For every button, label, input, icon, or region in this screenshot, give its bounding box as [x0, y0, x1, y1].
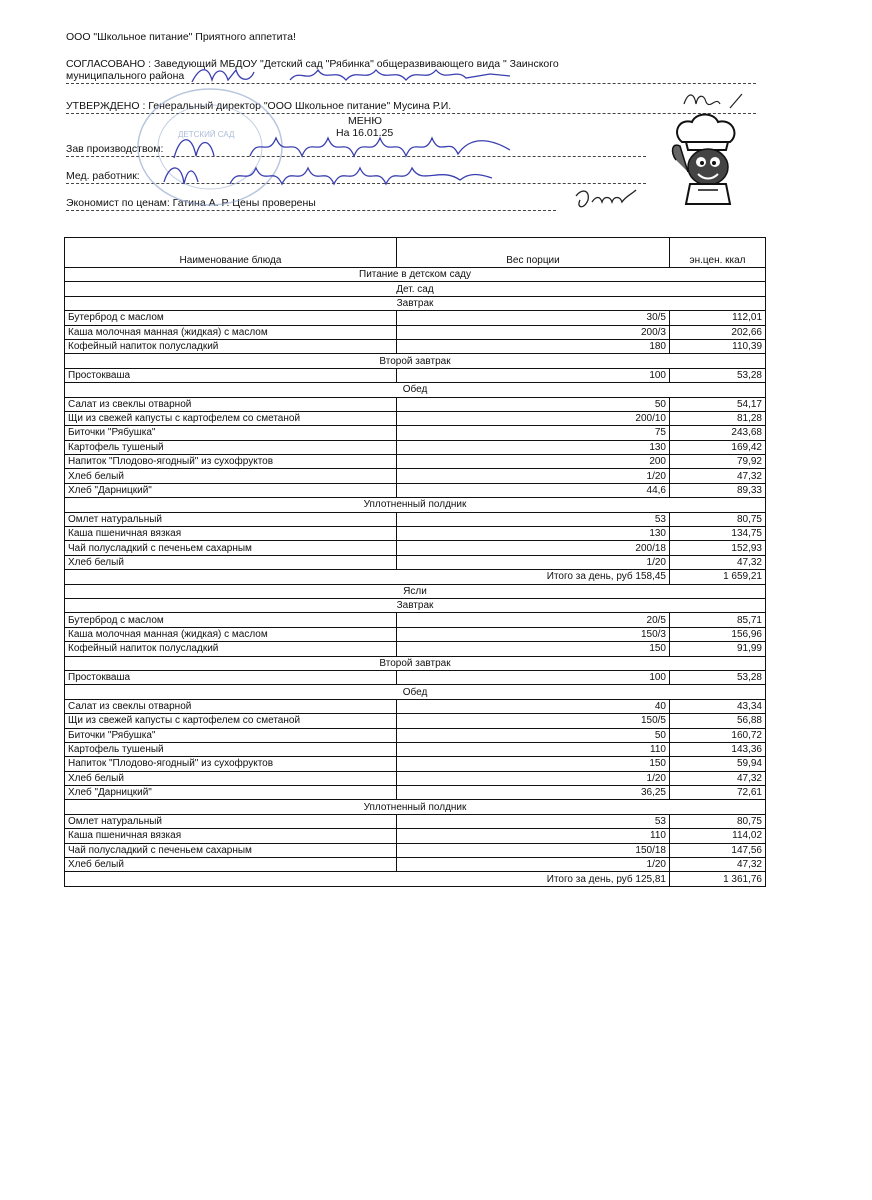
total-blank-cell [65, 570, 397, 584]
portion-weight: 50 [397, 397, 670, 411]
portion-weight: 50 [397, 728, 670, 742]
section-label: Ясли [65, 584, 766, 598]
table-row [65, 411, 766, 425]
table-row [65, 527, 766, 541]
section-row [65, 584, 766, 598]
table-row [65, 714, 766, 728]
kcal-value: 160,72 [670, 728, 766, 742]
portion-weight: 200/10 [397, 411, 670, 425]
total-row [65, 872, 766, 886]
deputy-label: Зав производством: [66, 143, 164, 155]
dish-name: Каша пшеничная вязкая [65, 527, 397, 541]
table-row [65, 455, 766, 469]
portion-weight: 1/20 [397, 858, 670, 872]
table-row [65, 757, 766, 771]
dish-name: Чай полусладкий с печеньем сахарным [65, 541, 397, 555]
dish-name: Хлеб белый [65, 858, 397, 872]
section-row [65, 383, 766, 397]
section-row [65, 282, 766, 296]
kcal-value: 81,28 [670, 411, 766, 425]
dish-name: Биточки "Рябушка" [65, 728, 397, 742]
total-blank-cell [65, 872, 397, 886]
dish-name: Биточки "Рябушка" [65, 426, 397, 440]
dish-name: Напиток "Плодово-ягодный" из сухофруктов [65, 455, 397, 469]
dish-name: Хлеб белый [65, 469, 397, 483]
total-label: Итого за день, руб 158,45 [397, 570, 670, 584]
section-row [65, 498, 766, 512]
table-row [65, 814, 766, 828]
kcal-value: 147,56 [670, 843, 766, 857]
dish-name: Чай полусладкий с печеньем сахарным [65, 843, 397, 857]
kcal-value: 53,28 [670, 670, 766, 684]
table-row [65, 325, 766, 339]
economist-line: Экономист по ценам: Гатина А. Р. Цены проверены [66, 197, 316, 209]
section-label: Дет. сад [65, 282, 766, 296]
section-row [65, 354, 766, 368]
table-row [65, 469, 766, 483]
table-row [65, 642, 766, 656]
portion-weight: 1/20 [397, 469, 670, 483]
portion-weight: 150 [397, 642, 670, 656]
dish-name: Хлеб "Дарницкий" [65, 786, 397, 800]
table-row [65, 397, 766, 411]
table-row [65, 555, 766, 569]
dish-name: Хлеб белый [65, 771, 397, 785]
section-row [65, 685, 766, 699]
table-row [65, 440, 766, 454]
kcal-value: 114,02 [670, 829, 766, 843]
kcal-value: 53,28 [670, 368, 766, 382]
portion-weight: 20/5 [397, 613, 670, 627]
dish-name: Салат из свеклы отварной [65, 397, 397, 411]
table-row [65, 512, 766, 526]
kcal-value: 89,33 [670, 483, 766, 497]
total-kcal: 1 361,76 [670, 872, 766, 886]
company-line: ООО "Школьное питание" Приятного аппетита! [66, 31, 296, 43]
table-row [65, 843, 766, 857]
agreed-line-1: СОГЛАСОВАНО : Заведующий МБДОУ "Детский сад "Рябинка" общеразвивающего вида " Заинского [66, 58, 559, 70]
dish-name: Кофейный напиток полусладкий [65, 642, 397, 656]
dish-name: Хлеб "Дарницкий" [65, 483, 397, 497]
section-row [65, 296, 766, 310]
dish-name: Бутерброд с маслом [65, 613, 397, 627]
kcal-value: 143,36 [670, 742, 766, 756]
kcal-value: 169,42 [670, 440, 766, 454]
portion-weight: 180 [397, 339, 670, 353]
dish-name: Каша молочная манная (жидкая) с маслом [65, 627, 397, 641]
dish-name: Омлет натуральный [65, 512, 397, 526]
dish-name: Бутерброд с маслом [65, 311, 397, 325]
portion-weight: 1/20 [397, 771, 670, 785]
portion-weight: 150 [397, 757, 670, 771]
dish-name: Щи из свежей капусты с картофелем со сметаной [65, 714, 397, 728]
dish-name: Картофель тушеный [65, 440, 397, 454]
kcal-value: 112,01 [670, 311, 766, 325]
portion-weight: 75 [397, 426, 670, 440]
kcal-value: 56,88 [670, 714, 766, 728]
portion-weight: 200/3 [397, 325, 670, 339]
dish-name: Кофейный напиток полусладкий [65, 339, 397, 353]
kcal-value: 243,68 [670, 426, 766, 440]
kcal-value: 152,93 [670, 541, 766, 555]
table-row [65, 699, 766, 713]
section-row [65, 598, 766, 612]
dish-name: Напиток "Плодово-ягодный" из сухофруктов [65, 757, 397, 771]
kcal-value: 54,17 [670, 397, 766, 411]
portion-weight: 150/3 [397, 627, 670, 641]
table-row [65, 483, 766, 497]
portion-weight: 100 [397, 368, 670, 382]
kcal-value: 156,96 [670, 627, 766, 641]
dish-name: Простокваша [65, 368, 397, 382]
portion-weight: 200 [397, 455, 670, 469]
section-label: Второй завтрак [65, 656, 766, 670]
portion-weight: 110 [397, 742, 670, 756]
portion-weight: 53 [397, 814, 670, 828]
portion-weight: 53 [397, 512, 670, 526]
total-row [65, 570, 766, 584]
dish-name: Хлеб белый [65, 555, 397, 569]
kcal-value: 47,32 [670, 469, 766, 483]
signature-agreed [190, 62, 520, 93]
menu-date: На 16.01.25 [336, 127, 394, 139]
section-label: Питание в детском саду [65, 268, 766, 282]
section-label: Завтрак [65, 598, 766, 612]
table-row [65, 426, 766, 440]
portion-weight: 150/18 [397, 843, 670, 857]
portion-weight: 40 [397, 699, 670, 713]
section-row [65, 268, 766, 282]
table-row [65, 613, 766, 627]
table-row [65, 541, 766, 555]
portion-weight: 30/5 [397, 311, 670, 325]
dish-name: Салат из свеклы отварной [65, 699, 397, 713]
kcal-value: 202,66 [670, 325, 766, 339]
kcal-value: 47,32 [670, 858, 766, 872]
portion-weight: 150/5 [397, 714, 670, 728]
table-row [65, 728, 766, 742]
table-row [65, 742, 766, 756]
section-label: Завтрак [65, 296, 766, 310]
portion-weight: 100 [397, 670, 670, 684]
section-label: Уплотненный полдник [65, 800, 766, 814]
kcal-value: 72,61 [670, 786, 766, 800]
dish-name: Каша молочная манная (жидкая) с маслом [65, 325, 397, 339]
kcal-value: 134,75 [670, 527, 766, 541]
table-row [65, 311, 766, 325]
table-row [65, 339, 766, 353]
dish-name: Омлет натуральный [65, 814, 397, 828]
dish-name: Каша пшеничная вязкая [65, 829, 397, 843]
menu-table [64, 237, 766, 887]
section-row [65, 800, 766, 814]
chef-logo-icon [668, 112, 748, 212]
signature-medic [160, 158, 510, 197]
kcal-value: 80,75 [670, 512, 766, 526]
column-header-dish: Наименование блюда [65, 238, 397, 268]
table-row [65, 670, 766, 684]
column-header-weight: Вес порции [397, 238, 670, 268]
signature-economist [570, 186, 640, 219]
kcal-value: 85,71 [670, 613, 766, 627]
kcal-value: 91,99 [670, 642, 766, 656]
kcal-value: 79,92 [670, 455, 766, 469]
section-label: Второй завтрак [65, 354, 766, 368]
agreed-line-2: муниципального района [66, 70, 185, 82]
menu-table-body [65, 238, 766, 887]
portion-weight: 44,6 [397, 483, 670, 497]
total-label: Итого за день, руб 125,81 [397, 872, 670, 886]
portion-weight: 110 [397, 829, 670, 843]
kcal-value: 80,75 [670, 814, 766, 828]
kcal-value: 110,39 [670, 339, 766, 353]
dish-name: Картофель тушеный [65, 742, 397, 756]
approved-line: УТВЕРЖДЕНО : Генеральный директор "ООО Школьное питание" Мусина Р.И. [66, 100, 452, 112]
dish-name: Простокваша [65, 670, 397, 684]
medic-label: Мед. работник: [66, 170, 140, 182]
section-label: Обед [65, 383, 766, 397]
table-row [65, 786, 766, 800]
kcal-value: 47,32 [670, 771, 766, 785]
portion-weight: 36,25 [397, 786, 670, 800]
table-header-row [65, 238, 766, 268]
kcal-value: 59,94 [670, 757, 766, 771]
portion-weight: 200/18 [397, 541, 670, 555]
section-row [65, 656, 766, 670]
dish-name: Щи из свежей капусты с картофелем со сметаной [65, 411, 397, 425]
table-row [65, 829, 766, 843]
portion-weight: 1/20 [397, 555, 670, 569]
table-row [65, 368, 766, 382]
section-label: Уплотненный полдник [65, 498, 766, 512]
table-row [65, 771, 766, 785]
kcal-value: 43,34 [670, 699, 766, 713]
column-header-kcal: эн.цен. ккал [670, 238, 766, 268]
section-label: Обед [65, 685, 766, 699]
svg-text:ДЕТСКИЙ САД: ДЕТСКИЙ САД [178, 130, 235, 139]
portion-weight: 130 [397, 527, 670, 541]
kcal-value: 47,32 [670, 555, 766, 569]
table-row [65, 858, 766, 872]
portion-weight: 130 [397, 440, 670, 454]
table-row [65, 627, 766, 641]
total-kcal: 1 659,21 [670, 570, 766, 584]
menu-title: МЕНЮ [348, 115, 382, 127]
